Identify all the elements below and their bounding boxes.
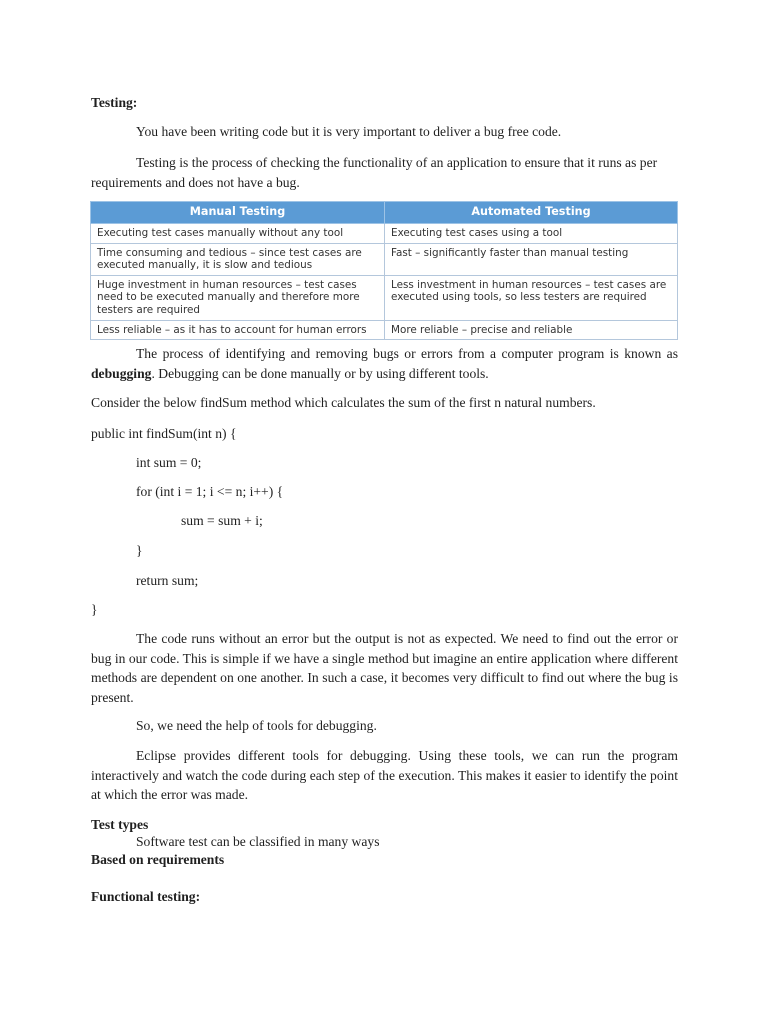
body-paragraph-1: The code runs without an error but the output is not as expected. We need to find out the error or bug in our code. This is simple if we have a single method but imagine an entire application where different methods are dependent on one another. In such a case, it becomes very difficult to find out where the bug is present. [91,631,678,705]
table-cell: Executing test cases using a tool [385,224,678,244]
table-cell: Executing test cases manually without any tool [91,224,385,244]
table-cell: Less investment in human resources – test cases are executed using tools, so less testers are required [385,275,678,320]
intro-paragraph-2: Testing is the process of checking the functionality of an application to ensure that it runs as per requirements and does not have a bug. [91,155,658,190]
intro-paragraph-1: You have been writing code but it is very important to deliver a bug free code. [136,124,562,139]
comparison-table [90,201,678,340]
consider-paragraph: Consider the below findSum method which calculates the sum of the first n natural numbers. [91,395,596,410]
code-line: public int findSum(int n) { [91,426,237,441]
debugging-paragraph [91,344,678,383]
debugging-text-before: The process of identifying and removing bugs or errors from a computer program is known as [136,346,678,361]
table-cell: More reliable – precise and reliable [385,320,678,340]
code-line: return sum; [136,573,199,588]
table-cell: Fast – significantly faster than manual testing [385,243,678,275]
test-types-heading: Test types [91,817,149,832]
table-cell: Time consuming and tedious – since test cases are executed manually, it is slow and tedious [91,243,385,275]
test-types-description: Software test can be classified in many ways [136,834,380,849]
table-row [91,275,678,320]
table-row [91,243,678,275]
page-heading: Testing: [91,95,138,110]
table-row [91,224,678,244]
debugging-text-after: . Debugging can be done manually or by using different tools. [151,365,489,381]
functional-testing-heading: Functional testing: [91,889,201,904]
debugging-term: debugging [91,365,152,381]
table-row [91,320,678,340]
table-header-manual: Manual Testing [91,202,385,224]
body-paragraph-2: So, we need the help of tools for debugging. [136,718,377,733]
code-line: } [136,543,143,558]
table-cell: Less reliable – as it has to account for human errors [91,320,385,340]
code-line: for (int i = 1; i <= n; i++) { [136,484,284,499]
table-header-row [91,202,678,224]
code-line: int sum = 0; [136,455,202,470]
body-paragraph-3: Eclipse provides different tools for debugging. Using these tools, we can run the program interactively and watch the code during each step of the execution. This makes it easier to identify the point at which the error was made. [91,748,678,802]
table-cell: Huge investment in human resources – test cases need to be executed manually and therefore more testers are required [91,275,385,320]
requirements-subheading: Based on requirements [91,852,225,867]
code-line: sum = sum + i; [181,513,263,528]
table-header-automated: Automated Testing [385,202,678,224]
code-line: } [91,602,98,617]
